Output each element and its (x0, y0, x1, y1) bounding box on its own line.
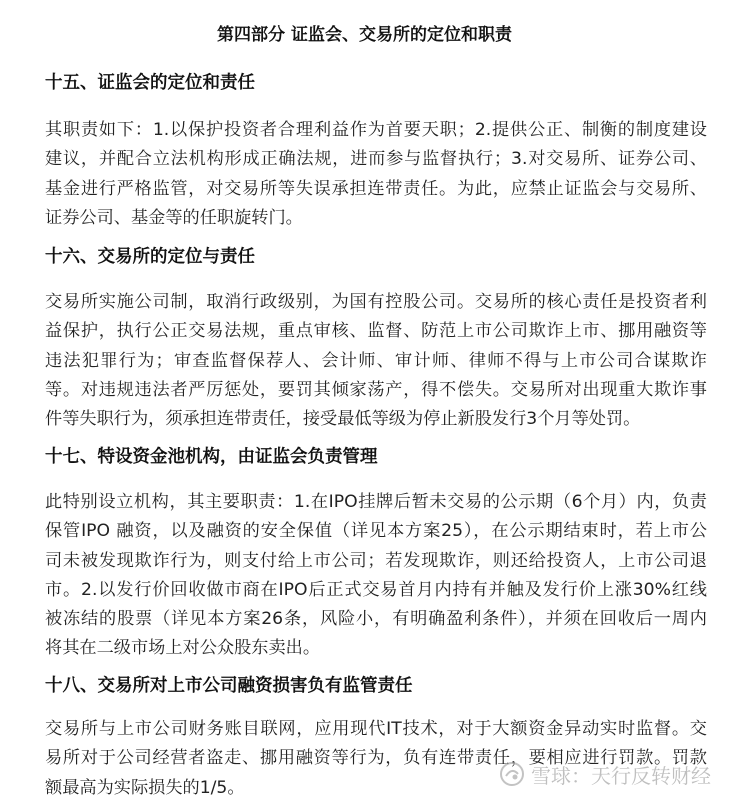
section-heading-16: 十六、交易所的定位与责任 (45, 247, 255, 267)
text-line: 易所对于公司经营者盗走、挪用融资等行为，负有连带责任，要相应进行罚款。罚款 (45, 748, 707, 769)
text-line: 益保护，执行公正交易法规，重点审核、监督、防范上市公司欺诈上市、挪用融资等 (45, 321, 707, 342)
text-line: 市。2.以发行价回收做市商在IPO后正式交易首月内持有并触及发行价上涨30%红线 (45, 579, 707, 600)
section-heading-17: 十七、特设资金池机构，由证监会负责管理 (45, 447, 378, 467)
section-body-16 (45, 288, 707, 434)
text-line: 司未被发现欺诈行为，则支付给上市公司；若发现欺诈，则还给投资人，上市公司退 (45, 550, 707, 571)
text-line: 件等失职行为，须承担连带责任，接受最低等级为停止新股发行3个月等处罚。 (45, 409, 641, 430)
text-line: 其职责如下：1.以保护投资者合理利益作为首要天职；2.提供公正、制衡的制度建设 (45, 120, 707, 140)
text-line: 等。对违规违法者严厉惩处，要罚其倾家荡产，得不偿失。交易所对出现重大欺诈事 (45, 379, 707, 400)
text-line: 此特别设立机构，其主要职责：1.在IPO挂牌后暂未交易的公示期（6个月）内，负责 (45, 492, 707, 512)
text-line: 额最高为实际损失的1/5。 (45, 777, 245, 798)
text-line: 基金进行严格监管，对交易所等失误承担连带责任。为此，应禁止证监会与交易所、 (45, 178, 707, 199)
section-body-15 (45, 116, 707, 233)
part-title: 第四部分 证监会、交易所的定位和职责 (217, 25, 512, 45)
watermark-text: 雪球：天行反转财经 (531, 763, 711, 788)
text-line: 交易所实施公司制，取消行政级别，为国有控股公司。交易所的核心责任是投资者利 (45, 292, 707, 312)
text-line: 被冻结的股票（详见本方案26条，风险小，有明确盈利条件），并须在回收后一周内 (45, 609, 707, 630)
text-line: 违法犯罪行为；审查监督保荐人、会计师、审计师、律师不得与上市公司合谋欺诈 (45, 350, 707, 371)
section-body-17 (45, 488, 707, 664)
section-heading-15: 十五、证监会的定位和责任 (45, 73, 255, 93)
text-line: 交易所与上市公司财务账目联网，应用现代IT技术，对于大额资金异动实时监督。交 (45, 719, 707, 739)
section-heading-18: 十八、交易所对上市公司融资损害负有监管责任 (45, 676, 413, 696)
text-line: 将其在二级市场上对公众股东卖出。 (45, 638, 321, 659)
text-line: 建议，并配合立法机构形成正确法规，进而参与监督执行；3.对交易所、证券公司、 (45, 149, 707, 170)
section-body-18 (45, 715, 707, 803)
text-line: 保管IPO 融资，以及融资的安全保值（详见本方案25），在公示期结束时，若上市公 (45, 521, 707, 542)
text-line: 证券公司、基金等的任职旋转门。 (45, 207, 303, 228)
